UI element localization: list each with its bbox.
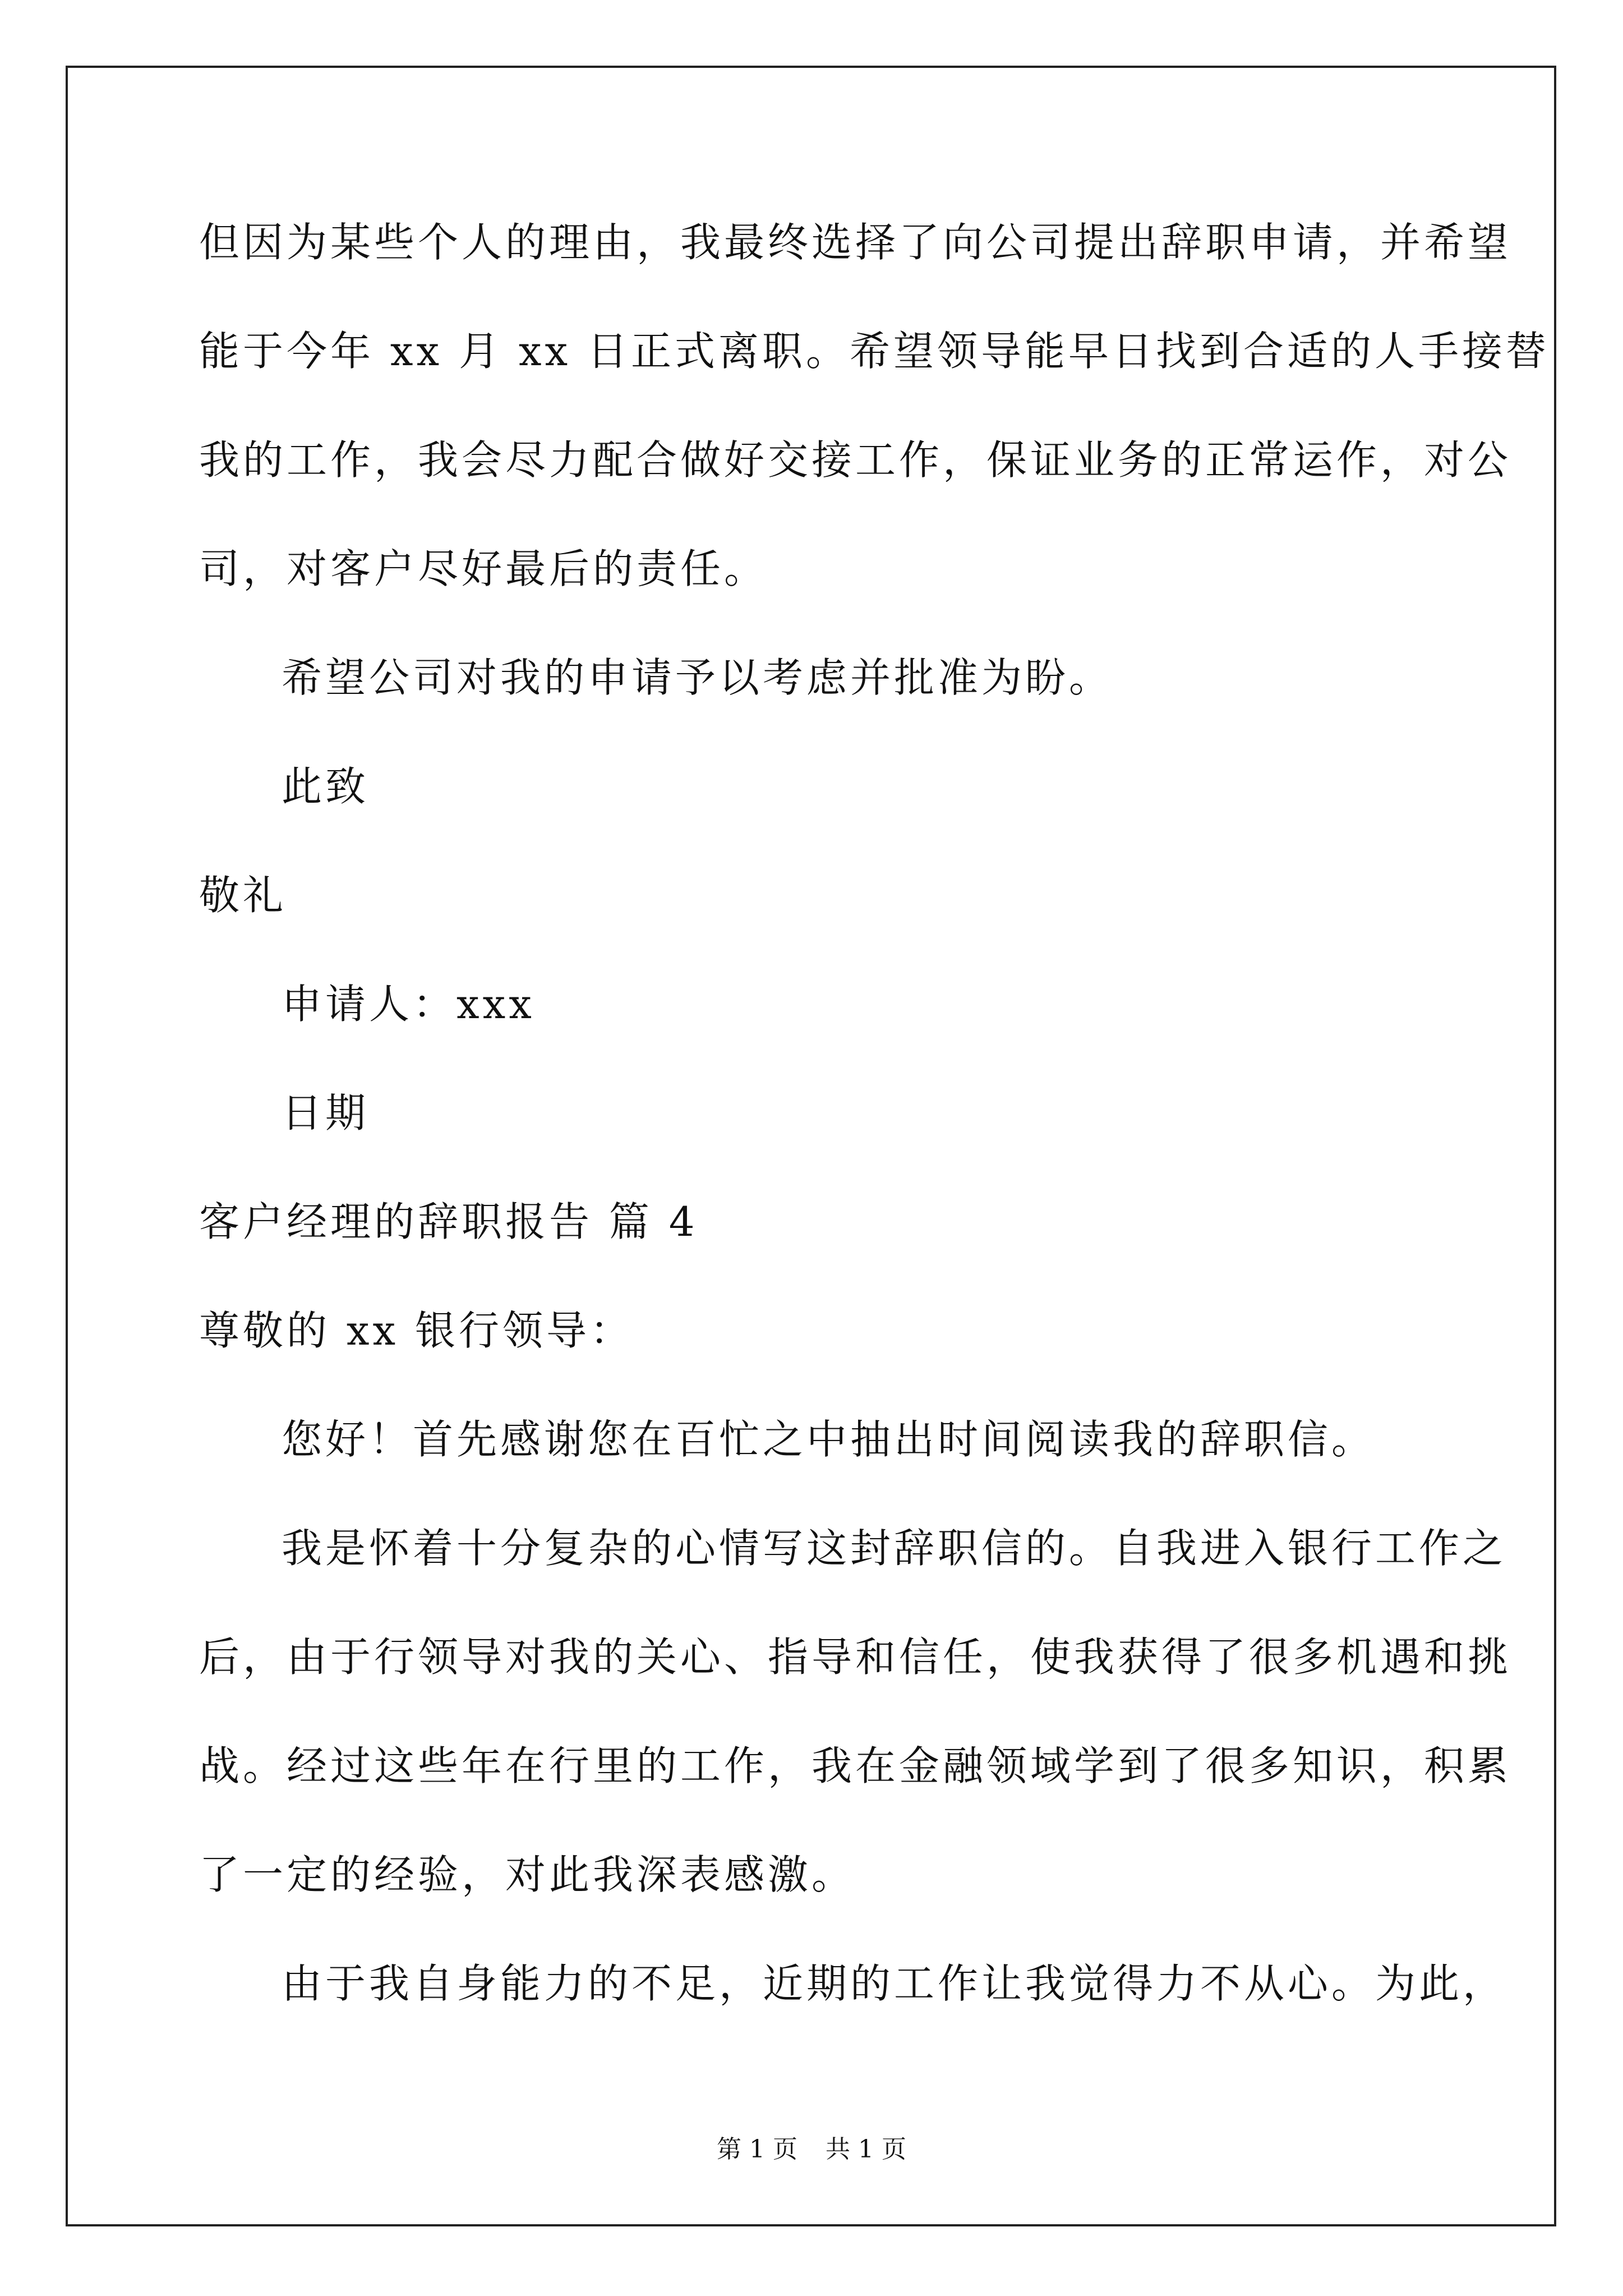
text-line: 能于今年 xx 月 xx 日正式离职。希望领导能早日找到合适的人手接替 [199, 328, 1550, 375]
applicant-line: 申请人：xxx [282, 981, 535, 1028]
document-body [199, 216, 1550, 2066]
text-line: 司，对客户尽好最后的责任。 [199, 545, 768, 592]
page-number: 第 1 页 [717, 2135, 797, 2164]
text-line: 由于我自身能力的不足，近期的工作让我觉得力不从心。为此， [282, 1960, 1507, 2007]
date-line: 日期 [282, 1089, 370, 1137]
text-line: 了一定的经验，对此我深表感激。 [199, 1851, 856, 1898]
closing-regards: 敬礼 [199, 872, 287, 919]
text-line: 后，由于行领导对我的关心、指导和信任，使我获得了很多机遇和挑 [199, 1634, 1512, 1681]
page-footer [0, 2134, 1623, 2165]
closing-salutation: 此致 [282, 763, 370, 810]
letter-greeting: 尊敬的 xx 银行领导： [199, 1307, 634, 1354]
text-line: 但因为某些个人的理由，我最终选择了向公司提出辞职申请，并希望 [199, 219, 1512, 266]
text-line: 战。经过这些年在行里的工作，我在金融领域学到了很多知识，积累 [199, 1742, 1512, 1789]
text-line: 希望公司对我的申请予以考虑并批准为盼。 [282, 654, 1113, 701]
text-line: 您好！首先感谢您在百忙之中抽出时间阅读我的辞职信。 [282, 1416, 1376, 1463]
text-line: 我是怀着十分复杂的心情写这封辞职信的。自我进入银行工作之 [282, 1525, 1507, 1572]
section-heading: 客户经理的辞职报告 篇 4 [199, 1198, 698, 1245]
page-total: 共 1 页 [826, 2135, 906, 2164]
text-line: 我的工作，我会尽力配合做好交接工作，保证业务的正常运作，对公 [199, 436, 1512, 484]
